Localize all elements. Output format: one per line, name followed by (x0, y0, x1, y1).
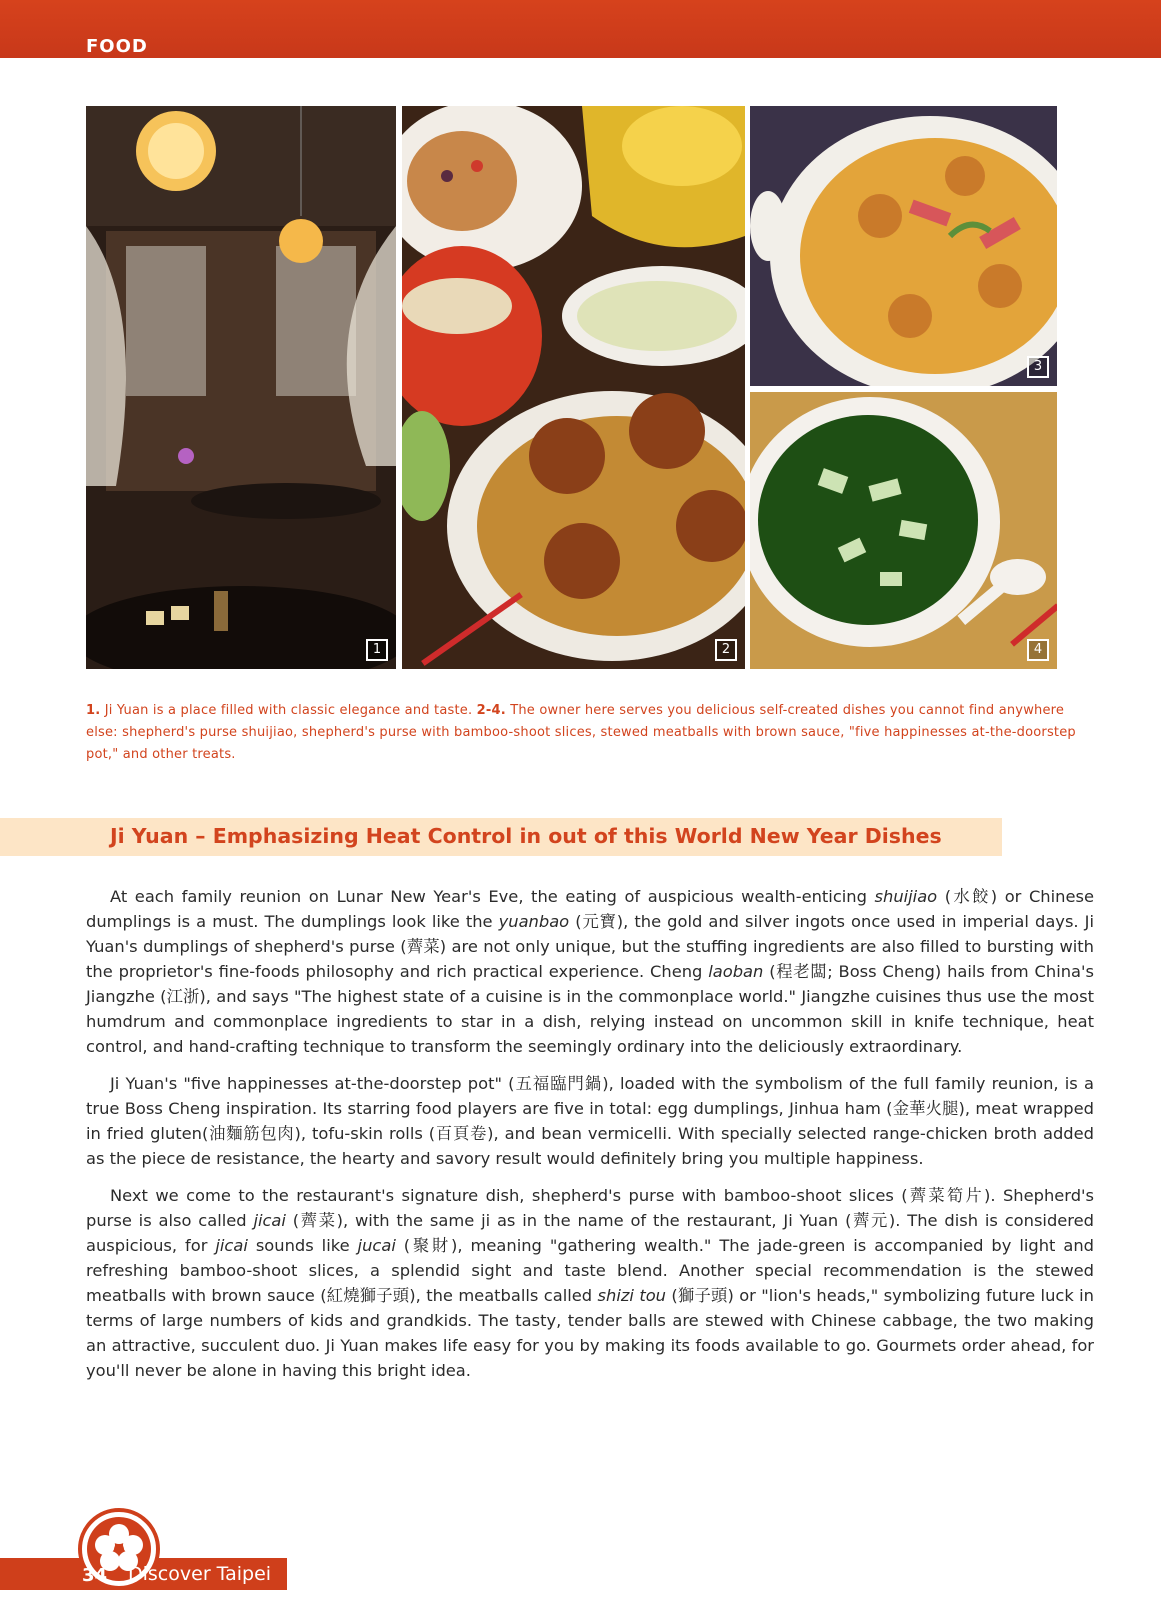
article-paragraph-1: At each family reunion on Lunar New Year's Eve, the eating of auspicious wealth-enticing shuijiao (水餃) or Chinese dumplings is a must. The dumplings look like the yuanbao (元寶), the gold and silver ingots once used in imperial days. Ji Yuan's dumplings of shepherd's purse (薺菜) are not only unique, but the stuffing ingredients are also filled to bursting with the proprietor's fine-foods philosophy and rich practical experience. Cheng laoban (程老闆; Boss Cheng) hails from China's Jiangzhe (江浙), and says "The highest state of a cuisine is in the commonplace world." Jiangzhe cuisines thus use the most humdrum and commonplace ingredients to star in a dish, relying instead on uncommon skill in knife technique, heat control, and hand-crafting technique to transform the seemingly ordinary into the deliciously extraordinary. (86, 887, 1094, 1056)
article-paragraph-3: Next we come to the restaurant's signature dish, shepherd's purse with bamboo-shoot slices (薺菜筍片). Shepherd's purse is also called jicai (薺菜), with the same ji as in the name of the restaurant, Ji Yuan (薺元). The dish is considered auspicious, for jicai sounds like jucai (聚財), meaning "gathering wealth." The jade-green is accompanied by light and refreshing bamboo-shoot slices, a splendid sight and taste blend. Another special recommendation is the stewed meatballs with brown sauce (紅燒獅子頭), the meatballs called shizi tou (獅子頭) or "lion's heads," symbolizing future luck in terms of large numbers of kids and grandkids. The tasty, tender balls are stewed with Chinese cabbage, the two making an attractive, succulent duo. Ji Yuan makes life easy for you by making its foods available to go. Gourmets order ahead, for you'll never be alone in having this bright idea. (86, 1186, 1095, 1380)
caption-number-1: 1. (86, 703, 101, 718)
photo-number-badge: 4 (1027, 639, 1049, 661)
article-body (86, 884, 1094, 1395)
photo-caption (86, 700, 1094, 766)
photo-number-badge: 2 (715, 639, 737, 661)
photo-number-badge: 3 (1027, 356, 1049, 378)
caption-text-2: The owner here serves you delicious self-created dishes you cannot find anywhere else: shepherd's purse shuijiao, shepherd's purse with bamboo-shoot slices, stewed meatballs with brown sauce, "five happinesses at-the-doorstep pot," and other treats. (86, 703, 1076, 762)
shepherds-purse-photo (750, 392, 1057, 669)
five-happinesses-pot-photo (750, 106, 1057, 386)
section-heading-band (0, 818, 1002, 856)
photo-grid (86, 106, 1094, 689)
photo-number-badge: 1 (366, 639, 388, 661)
caption-text-1: Ji Yuan is a place filled with classic elegance and taste. (100, 703, 477, 718)
magazine-name: Discover Taipei (128, 1563, 272, 1585)
article-paragraph-2: Ji Yuan's "five happinesses at-the-doorstep pot" (五福臨門鍋), loaded with the symbolism of the full family reunion, is a true Boss Cheng inspiration. Its starring food players are five in total: egg dumplings, Jinhua ham (金華火腿), meat wrapped in fried gluten(油麵筋包肉), tofu-skin rolls (百頁卷), and bean vermicelli. With specially selected range-chicken broth added as the piece de resistance, the hearty and savory result would definitely bring you multiple happiness. (86, 1074, 1094, 1168)
caption-number-2: 2-4. (476, 703, 506, 718)
article-heading: Ji Yuan – Emphasizing Heat Control in out of this World New Year Dishes (110, 824, 942, 848)
section-label: FOOD (86, 36, 148, 57)
header-bar (0, 0, 1161, 58)
restaurant-interior-photo (86, 106, 396, 669)
page-number: 34 (82, 1565, 108, 1586)
dishes-spread-photo (402, 106, 745, 669)
